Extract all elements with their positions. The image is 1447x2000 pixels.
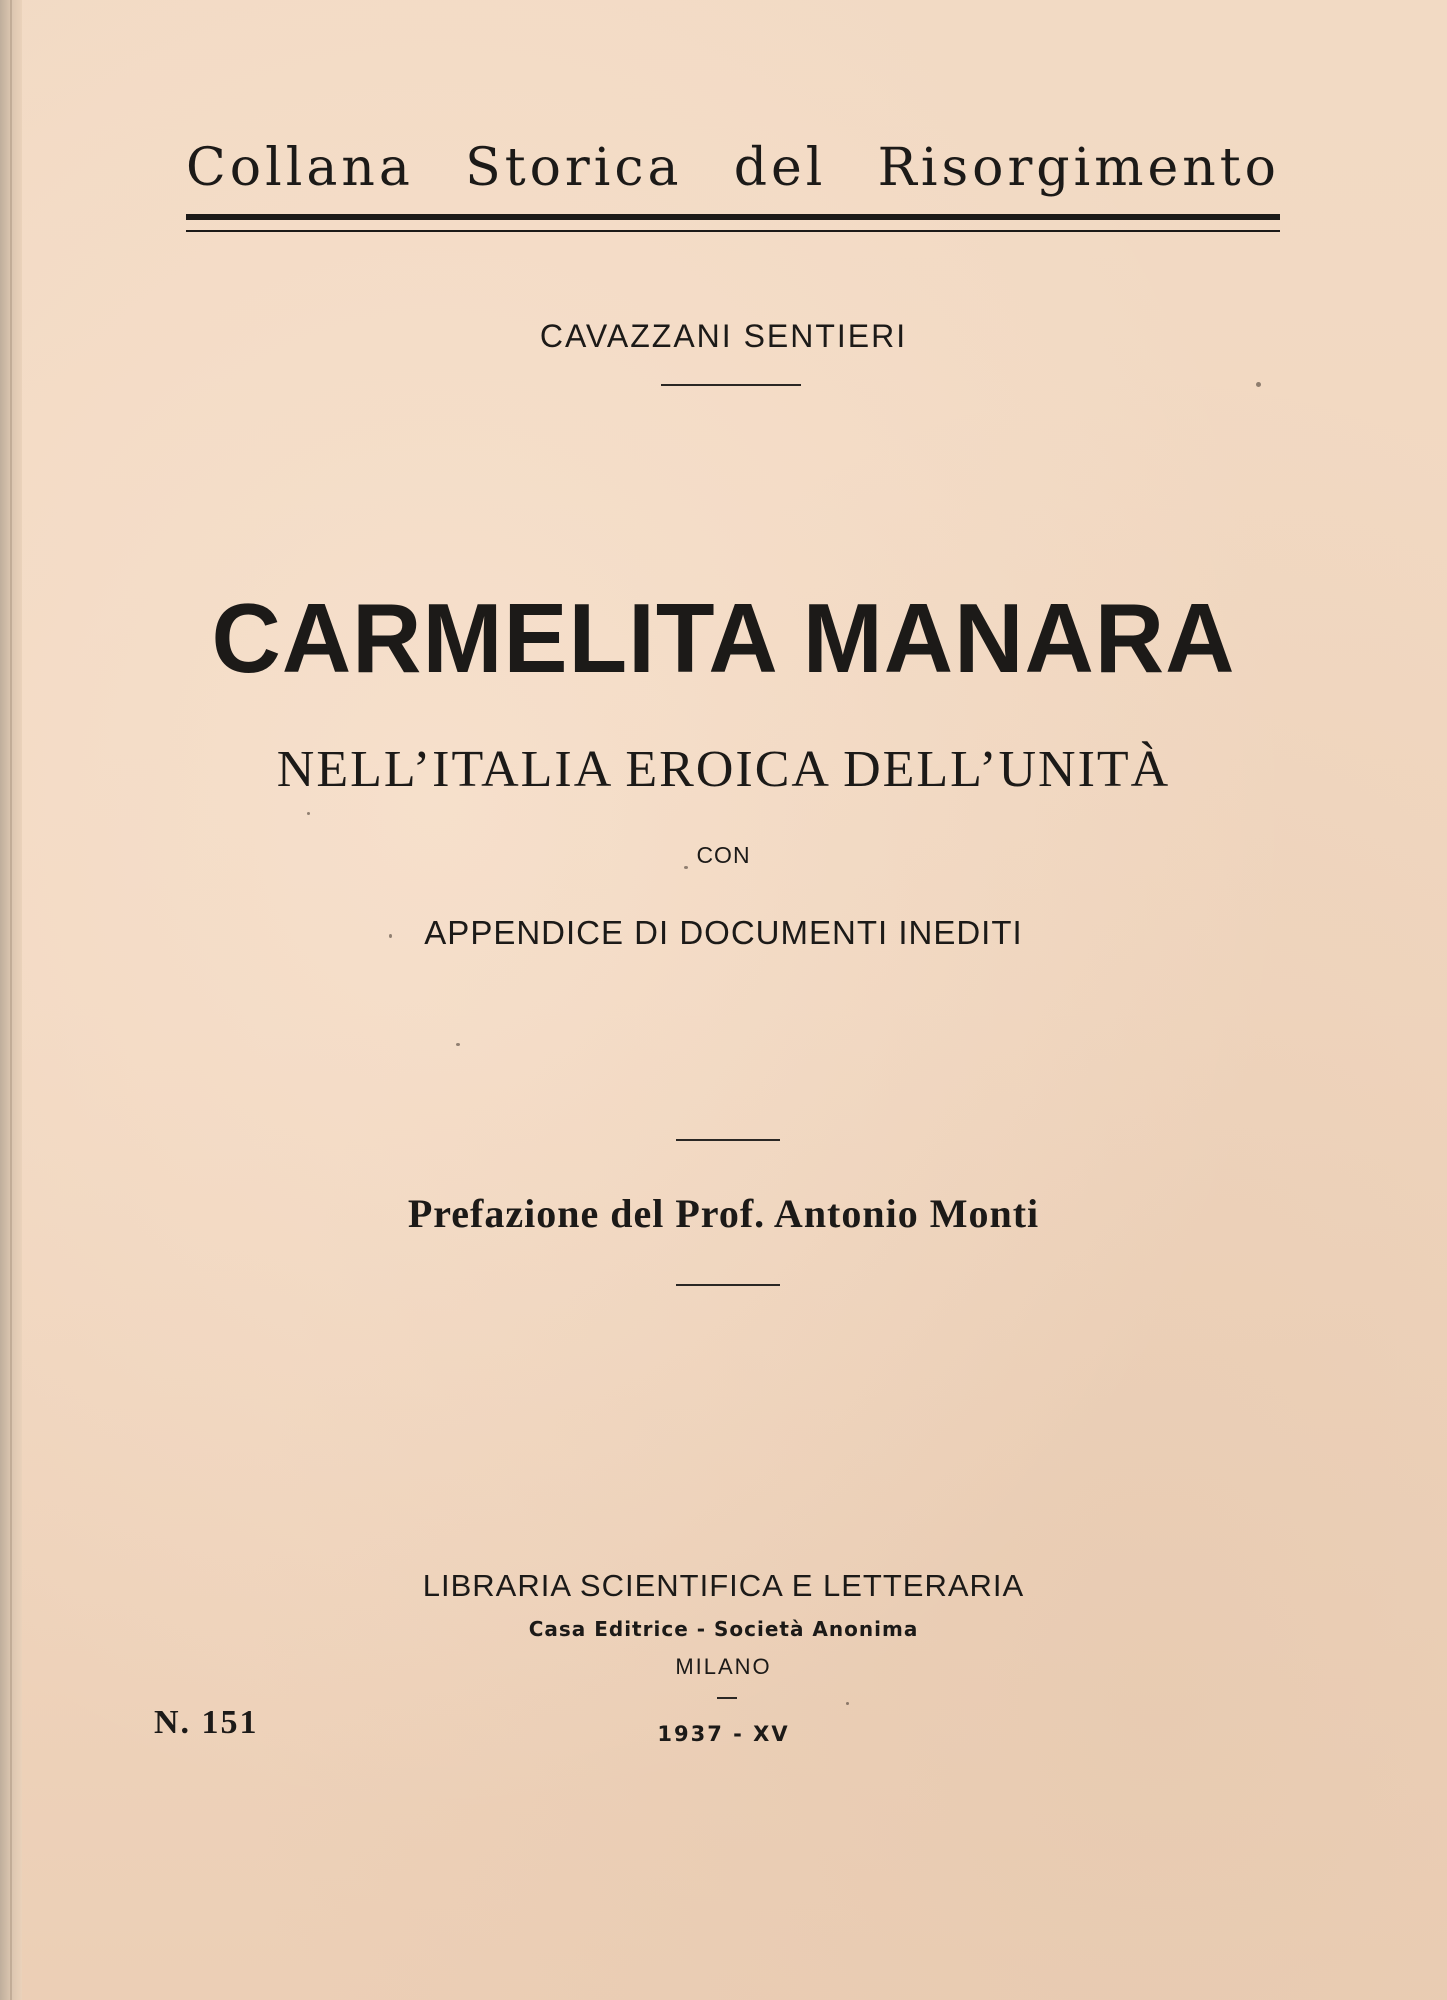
- series-rule-thick: [186, 214, 1280, 220]
- appendix-line: APPENDICE DI DOCUMENTI INEDITI: [424, 914, 1023, 951]
- paper-speck: [846, 1702, 849, 1705]
- paper-speck: [307, 812, 310, 815]
- series-rule-thin: [186, 230, 1280, 232]
- preface-divider-top: [676, 1139, 780, 1141]
- publication-city: MILANO: [675, 1654, 772, 1679]
- binding-crease: [10, 0, 12, 2000]
- preface-credit: Prefazione del Prof. Antonio Monti: [407, 1191, 1040, 1236]
- series-title: Collana Storica del Risorgimento: [186, 138, 1280, 198]
- paper-speck: [456, 1043, 460, 1046]
- author-divider: [661, 384, 801, 386]
- author-name: CAVAZZANI SENTIERI: [539, 318, 908, 354]
- publisher-name: LIBRARIA SCIENTIFICA E LETTERARIA: [422, 1568, 1025, 1603]
- preface-divider-bottom: [676, 1284, 780, 1286]
- paper-speck: [684, 866, 688, 869]
- city-divider: [717, 1697, 737, 1699]
- publisher-type: Casa Editrice - Società Anonima: [528, 1617, 919, 1641]
- paper-speck: [389, 934, 392, 938]
- connector-text: CON: [696, 842, 751, 868]
- book-subtitle: NELL’ITALIA EROICA DELL’UNITÀ: [276, 741, 1171, 798]
- publication-date: 1937 - XV: [657, 1722, 790, 1746]
- book-title: CARMELITA MANARA: [211, 583, 1236, 693]
- volume-number: N. 151: [154, 1704, 259, 1741]
- paper-speck: [1256, 382, 1261, 387]
